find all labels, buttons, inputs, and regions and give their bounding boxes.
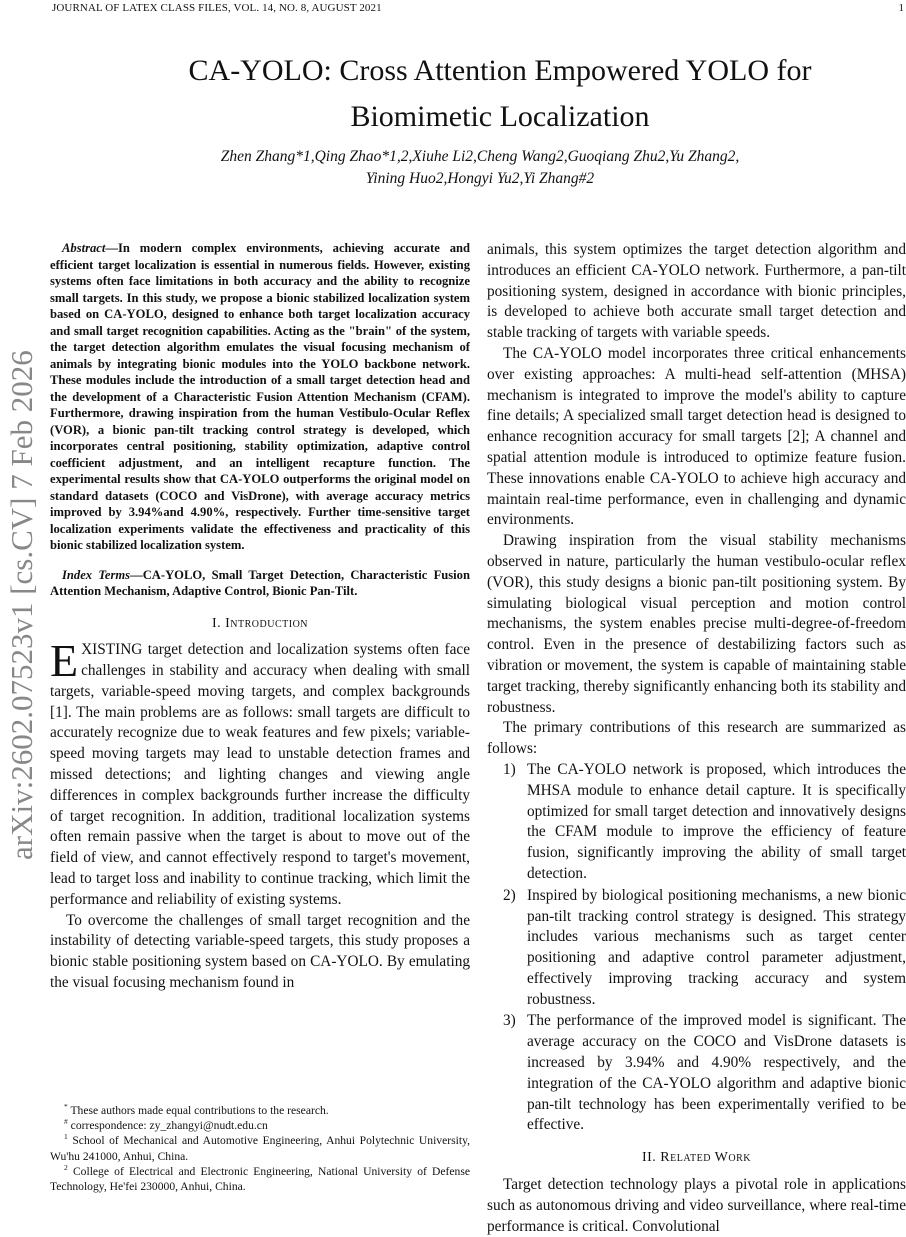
footnote-text: correspondence: zy_zhangyi@nudt.edu.cn (70, 1119, 268, 1133)
title-text: CA-YOLO: Cross Attention Empowered YOLO for Biomimetic Localization (188, 54, 812, 133)
section-heading-introduction: I. Introduction (211, 615, 309, 631)
footnote (50, 1133, 470, 1163)
section-heading-related-work: II. Related Work (641, 1150, 751, 1166)
arxiv-stamp: arXiv:2602.07523v1 [cs.CV] 7 Feb 2026 (4, 350, 39, 860)
author-list (0, 146, 906, 190)
footnote-mark: 1 (64, 1132, 68, 1142)
list-text: Inspired by biological positioning mechanisms, a new bionic pan-tilt tracking control strategy is designed. This strategy includes various mechanisms such as target center positioning and adaptive control parameter adjustment, effectively improving tracking accuracy and system robustness. (527, 886, 906, 1008)
abstract-label: Abstract (62, 241, 106, 255)
contributions-list (487, 760, 906, 1136)
footnote-mark: * (64, 1102, 68, 1112)
paragraph: animals, this system optimizes the target detection algorithm and introduces an efficient CA-YOLO network. Furthermore, a pan-tilt positioning system, designed in accordance with bionic principles, is developed to achieve both accurate small target detection and stable tracking of targets with variable speeds. (487, 241, 906, 342)
footnote-mark: # (64, 1117, 68, 1127)
index-terms-label: Index Terms (62, 567, 131, 582)
list-item (487, 1011, 906, 1136)
running-header: JOURNAL OF LATEX CLASS FILES, VOL. 14, NO. 8, AUGUST 2021 (52, 2, 382, 14)
abstract-text: —In modern complex environments, achieving accurate and efficient target localization is essential in numerous fields. However, existing systems often face limitations in both accuracy and the ability to recognize small targets. In this study, we propose a bionic stabilized localization system based on CA-YOLO, designed to enhance both target localization accuracy and small target recognition capabilities. Acting as the "brain" of the system, the target detection algorithm emulates the visual focusing mechanism of animals by integrating bionic modules into the YOLO backbone network. These modules include the introduction of a small target detection head and the development of a Characteristic Fusion Attention Mechanism (CFAM). Furthermore, drawing inspiration from the human Vestibulo-Ocular Reflex (VOR), a bionic pan-tilt tracking control strategy is developed, which incorporates central positioning, stability optimization, adaptive control coefficient adjustment, and an intelligent recapture function. The experimental results show that CA-YOLO outperforms the original model on standard datasets (COCO and VisDrone), with average accuracy metrics improved by 3.94%and 4.90%, respectively. Further time-sensitive target localization experiments validate the effectiveness and practicality of this bionic stabilized localization system. (50, 241, 470, 552)
list-text: The performance of the improved model is significant. The average accuracy on the COCO and VisDrone datasets is increased by 3.94% and 4.90% respectively, and the integration of the CA-YOLO algorithm and adaptive bionic pan-tilt technology has been experimentally verified to be effective. (527, 1012, 906, 1134)
paragraph: The CA-YOLO model incorporates three critical enhancements over existing approaches: A multi-head self-attention (MHSA) mechanism is integrated to improve the model's ability to capture fine details; A specialized small target detection head is designed to enhance recognition accuracy for small targets [2]; A channel and spatial attention module is introduced to optimize feature fusion. These innovations enable CA-YOLO to achieve high accuracy and maintain real-time performance, even in challenging and dynamic environments. (487, 344, 906, 529)
footnote (50, 1164, 470, 1194)
footnote-text: These authors made equal contributions to the research. (70, 1104, 329, 1117)
authors-line-1: Zhen Zhang*1,Qing Zhao*1,2,Xiuhe Li2,Cheng Wang2,Guoqiang Zhu2,Yu Zhang2, (220, 148, 740, 165)
page-number: 1 (898, 2, 904, 14)
index-terms-text: —CA-YOLO, Small Target Detection, Characteristic Fusion Attention Mechanism, Adaptive Control, Bionic Pan-Tilt. (50, 567, 470, 598)
intro-paragraph-1: XISTING target detection and localization systems often face challenges in stability and accuracy when dealing with small targets, variable-speed moving targets, and complex backgrounds [1]. The main problems are as follows: small targets are difficult to accurately recognize due to weak features and few pixels; variable-speed moving targets may lead to unstable detection frames and missed detections; and lighting changes and viewing angle differences in complex backgrounds further increase the difficulty of target recognition. In addition, traditional localization systems often remain passive when the target is about to move out of the field of view, and cannot effectively respond to target's movement, lead to target loss and inability to continue tracking, which limit the performance and reliability of existing systems. (50, 641, 470, 908)
right-column (487, 240, 906, 1237)
authors-line-2: Yining Huo2,Hongyi Yu2,Yi Zhang#2 (365, 170, 595, 187)
footnotes (50, 1103, 470, 1194)
footnote-text: School of Mechanical and Automotive Engineering, Anhui Polytechnic University, Wu'hu 241000, Anhui, China. (50, 1134, 471, 1163)
list-item (487, 760, 906, 885)
paragraph: Target detection technology plays a pivotal role in applications such as autonomous driving and video surveillance, where real-time performance is critical. Convolutional (487, 1176, 906, 1235)
list-text: The CA-YOLO network is proposed, which introduces the MHSA module to enhance detail capture. It is specifically optimized for small target detection and innovatively designs the CFAM module to improve the efficiency of feature fusion, significantly improving the ability of small target detection. (527, 760, 906, 882)
footnote-text: College of Electrical and Electronic Engineering, National University of Defense Technology, He'fei 230000, Anhui, China. (50, 1164, 470, 1194)
list-number: 3) (503, 1012, 516, 1030)
paragraph: Drawing inspiration from the visual stability mechanisms observed in nature, particularly the human vestibulo-ocular reflex (VOR), this study designs a bionic pan-tilt positioning system. By simulating biological visual perception and motion control mechanisms, the system enables precise multi-degree-of-freedom control. Even in the presence of destabilizing factors such as vibration or movement, the system is capable of maintaining stable target tracking, thereby significantly enhancing both its stability and robustness. (487, 532, 906, 716)
footnote (50, 1118, 470, 1133)
paragraph: The primary contributions of this research are summarized as follows: (487, 719, 906, 758)
list-number: 1) (503, 760, 516, 778)
abstract (50, 240, 470, 994)
paper-title (0, 48, 906, 140)
list-item (487, 886, 906, 1011)
intro-paragraph-2: To overcome the challenges of small target recognition and the instability of detecting variable-speed targets, this study proposes a bionic stable positioning system based on CA-YOLO. By emulating the visual focusing mechanism found in (50, 911, 470, 992)
list-number: 2) (503, 886, 516, 904)
drop-cap: E (50, 635, 79, 687)
footnote-mark: 2 (64, 1162, 68, 1172)
footnote (50, 1103, 470, 1118)
